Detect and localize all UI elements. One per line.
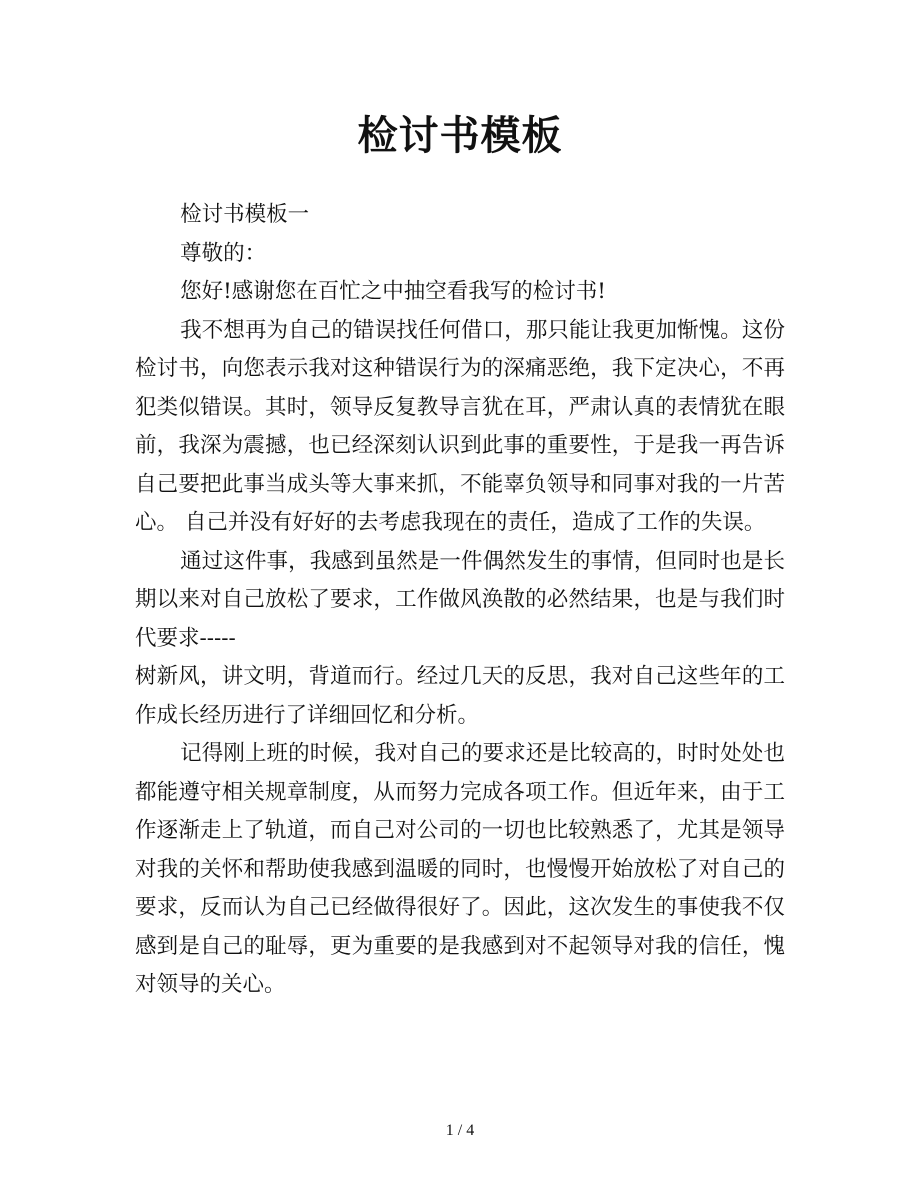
body-paragraph-continuation: 树新风，讲文明，背道而行。经过几天的反思，我对自己这些年的工作成长经历进行了详细回忆和分析。 — [135, 664, 785, 728]
document-body — [135, 196, 785, 1005]
salutation: 尊敬的： — [180, 240, 267, 266]
page-number: 1 / 4 — [445, 1122, 475, 1139]
template-subtitle: 检讨书模板一 — [180, 202, 310, 227]
body-paragraph: 记得刚上班的时候，我对自己的要求还是比较高的，时时处处也都能遵守相关规章制度，从而努力完成各项工作。但近年来，由于工作逐渐走上了轨道，而自己对公司的一切也比较熟悉了，尤其是领导对我的关怀和帮助使我感到温暖的同时，也慢慢开始放松了对自己的要求，反而认为自己已经做得很好了。因此，这次发生的事使我不仅感到是自己的耻辱，更为重要的是我感到对不起领导对我的信任，愧对领导的关心。 — [135, 741, 785, 997]
body-paragraph: 通过这件事，我感到虽然是一件偶然发生的事情，但同时也是长期以来对自己放松了要求，工作做风涣散的必然结果，也是与我们时代要求----- — [135, 548, 785, 651]
greeting-paragraph: 您好!感谢您在百忙之中抽空看我写的检讨书! — [180, 279, 606, 304]
body-paragraph: 我不想再为自己的错误找任何借口，那只能让我更加惭愧。这份检讨书，向您表示我对这种错误行为的深痛恶绝，我下定决心，不再犯类似错误。其时，领导反复教导言犹在耳，严肃认真的表情犹在眼前，我深为震撼，也已经深刻认识到此事的重要性，于是我一再告诉自己要把此事当成头等大事来抓，不能辜负领导和同事对我的一片苦心。 自己并没有好好的去考虑我现在的责任，造成了工作的失误。 — [135, 317, 785, 535]
document-title: 检讨书模板 — [357, 112, 563, 159]
